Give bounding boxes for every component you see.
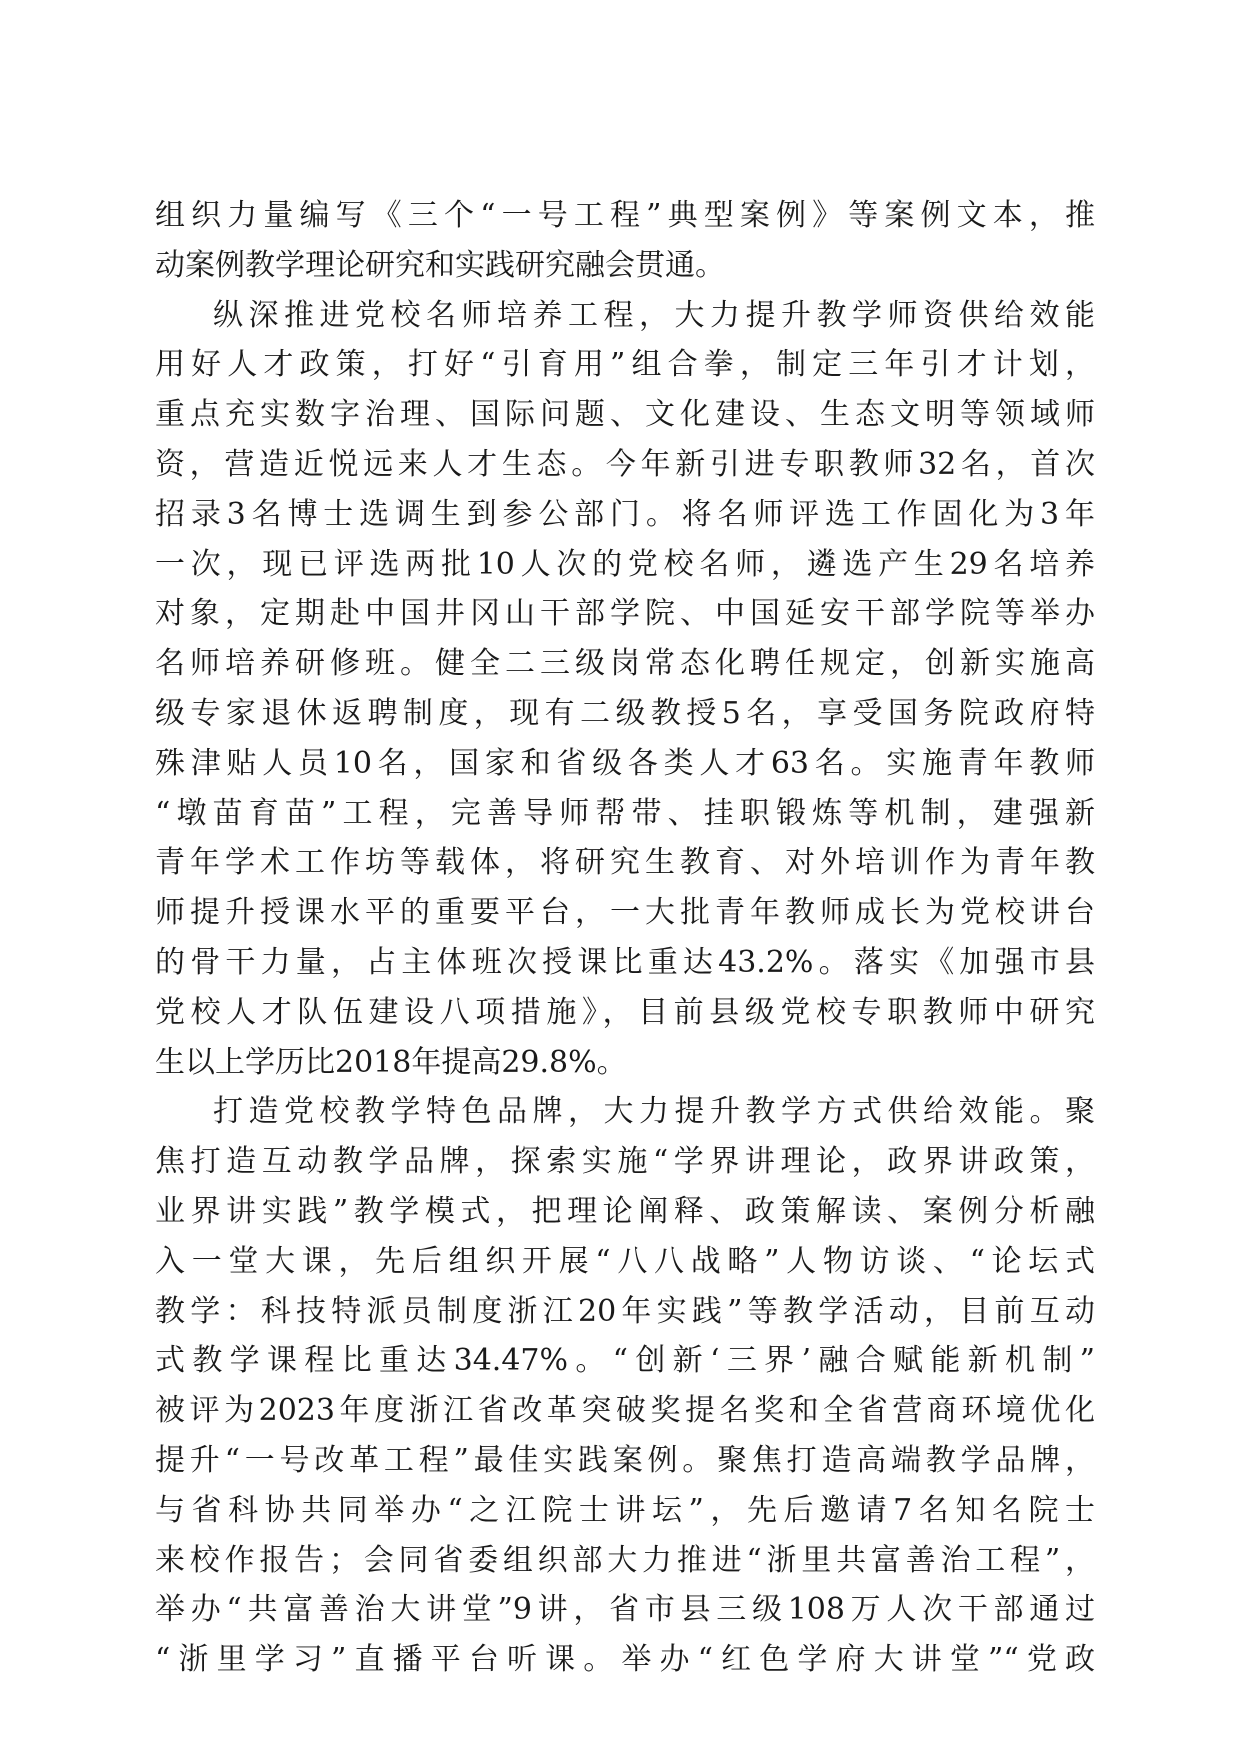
text-line: 资，营造近悦远来人才生态。今年新引进专职教师32名，首次 [155,446,1095,482]
text-line: 来校作报告；会同省委组织部大力推进“浙里共富善治工程”， [155,1542,1095,1578]
text-line: “浙里学习”直播平台听课。举办“红色学府大讲堂”“党政 [155,1642,1095,1678]
text-line: 式教学课程比重达34.47%。“创新‘三界’融合赋能新机制” [155,1343,1095,1379]
text-line: 用好人才政策，打好“引育用”组合拳，制定三年引才计划， [155,347,1095,383]
text-line: 入一堂大课，先后组织开展“八八战略”人物访谈、“论坛式 [155,1243,1095,1279]
text-line: 焦打造互动教学品牌，探索实施“学界讲理论，政界讲政策， [155,1144,1095,1180]
paragraph-first-line: 纵深推进党校名师培养工程，大力提升教学师资供给效能 [213,297,1095,333]
text-line: 对象，定期赴中国井冈山干部学院、中国延安干部学院等举办 [155,596,1095,632]
text-line: 与省科协共同举办“之江院士讲坛”，先后邀请7名知名院士 [155,1492,1095,1528]
text-line: 业界讲实践”教学模式，把理论阐释、政策解读、案例分析融 [155,1193,1095,1229]
text-line: 殊津贴人员10名，国家和省级各类人才63名。实施青年教师 [155,745,1095,781]
text-line: 名师培养研修班。健全二三级岗常态化聘任规定，创新实施高 [155,646,1095,682]
text-line: 组织力量编写《三个“一号工程”典型案例》等案例文本，推 [155,198,1095,233]
text-line: 生以上学历比2018年提高29.8%。 [155,1044,627,1080]
paragraph-first-line: 打造党校教学特色品牌，大力提升教学方式供给效能。聚 [213,1094,1095,1130]
text-line: 级专家退休返聘制度，现有二级教授5名，享受国务院政府特 [155,695,1095,731]
text-line: 的骨干力量，占主体班次授课比重达43.2%。落实《加强市县 [155,944,1095,980]
text-line: 党校人才队伍建设八项措施》，目前县级党校专职教师中研究 [155,994,1095,1030]
text-line: 一次，现已评选两批10人次的党校名师，遴选产生29名培养 [155,546,1095,582]
text-line: 青年学术工作坊等载体，将研究生教育、对外培训作为青年教 [155,845,1095,881]
body-text [155,196,1095,1690]
text-line: “墩苗育苗”工程，完善导师帮带、挂职锻炼等机制，建强新 [155,795,1095,831]
text-line: 师提升授课水平的重要平台，一大批青年教师成长为党校讲台 [155,895,1095,931]
text-line: 提升“一号改革工程”最佳实践案例。聚焦打造高端教学品牌， [155,1442,1095,1478]
text-line: 重点充实数字治理、国际问题、文化建设、生态文明等领域师 [155,397,1095,433]
text-line: 教学：科技特派员制度浙江20年实践”等教学活动，目前互动 [155,1293,1095,1329]
text-line: 动案例教学理论研究和实践研究融会贯通。 [155,247,725,283]
text-line: 被评为2023年度浙江省改革突破奖提名奖和全省营商环境优化 [155,1393,1095,1429]
text-line: 举办“共富善治大讲堂”9讲，省市县三级108万人次干部通过 [155,1592,1095,1628]
text-line: 招录3名博士选调生到参公部门。将名师评选工作固化为3年 [155,496,1095,532]
